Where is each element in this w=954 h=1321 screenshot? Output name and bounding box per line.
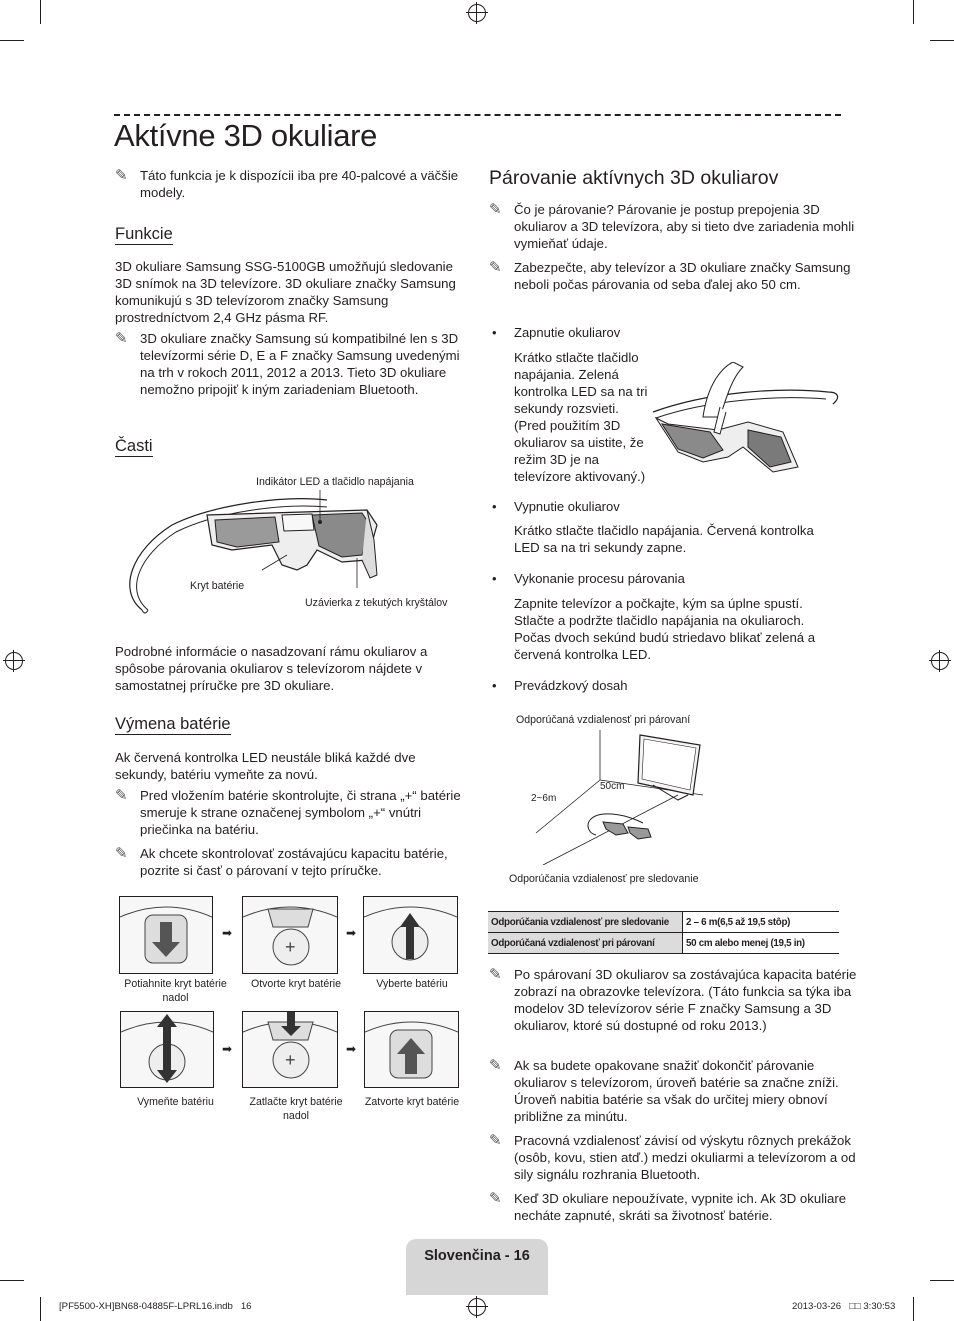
section-heading-funkcie: Funkcie xyxy=(115,225,173,243)
bullet-icon: • xyxy=(492,499,497,514)
note-pencil-icon: ✎ xyxy=(489,201,502,218)
title-divider xyxy=(114,114,841,116)
crop-mark xyxy=(40,1297,41,1321)
table-cell-value: 50 cm alebo menej (19,5 in) xyxy=(683,933,840,954)
bullet-title: • Zapnutie okuliarov xyxy=(492,325,621,340)
battery-step-image xyxy=(363,896,458,974)
bullet-title: • Vypnutie okuliarov xyxy=(492,499,620,514)
table-row xyxy=(488,933,839,954)
imprint-file: [PF5500-XH]BN68-04885F-LPRL16.indb 16 xyxy=(59,1301,252,1312)
crop-mark xyxy=(930,1280,954,1281)
funkcie-text: 3D okuliare Samsung SSG-5100GB umožňujú sledovanie 3D snímok na 3D televízore. 3D okuliare značky Samsung komunikujú s 3D televízorom značky Samsung prostredníctvom 2,4 GHz pásma RF. xyxy=(115,259,456,325)
bullet-title: • Prevádzkový dosah xyxy=(492,678,628,693)
page-number: Slovenčina - 16 xyxy=(424,1248,530,1264)
vymena-text: Ak červená kontrolka LED neustále bliká každé dve sekundy, batériu vymeňte za novú. xyxy=(115,750,416,782)
note-pencil-icon: ✎ xyxy=(115,167,128,184)
crop-mark xyxy=(930,40,954,41)
battery-step-caption: Zatvorte kryt batérie xyxy=(364,1096,460,1108)
parovanie-note-1: ✎ Čo je párovanie? Párovanie je postup prepojenia 3D okuliarov a 3D televízora, aby si tieto dve zariadenia mohli vymieňať údaje. xyxy=(489,201,855,251)
battery-step-caption: Vymeňte batériu xyxy=(137,1096,214,1108)
table-row xyxy=(488,912,839,933)
battery-step-image xyxy=(242,896,338,974)
bullet-icon: • xyxy=(492,571,497,586)
registration-mark-icon xyxy=(931,652,949,670)
crop-mark xyxy=(0,40,24,41)
section-heading-casti: Časti xyxy=(115,437,153,455)
label-led-button: Indikátor LED a tlačidlo napájania xyxy=(256,476,414,488)
section-heading-vymena: Výmena batérie xyxy=(115,715,231,733)
svg-text:+: + xyxy=(285,937,296,957)
registration-mark-icon xyxy=(468,1298,486,1316)
step-arrow-icon: ➡ xyxy=(222,926,233,940)
distance-table xyxy=(488,911,839,954)
label-dist-far: 2~6m xyxy=(531,793,557,804)
note-pencil-icon: ✎ xyxy=(489,1190,502,1207)
battery-step-caption: Potiahnite kryt batérie nadol xyxy=(124,978,227,1004)
section-heading-parovanie: Párovanie aktívnych 3D okuliarov xyxy=(489,167,779,189)
table-cell-label: Odporúčania vzdialenosť pre sledovanie xyxy=(488,912,683,933)
intro-note: ✎ Táto funkcia je k dispozícii iba pre 40-palcové a väčšie modely. xyxy=(115,167,459,200)
battery-step-caption: Zatlačte kryt batérie nadol xyxy=(249,1096,343,1122)
operating-range-diagram xyxy=(528,725,728,865)
parovanie-note-after: ✎ Keď 3D okuliare nepoužívate, vypnite ich. Ak 3D okuliare necháte zapnuté, skráti sa životnosť batérie. xyxy=(489,1190,847,1223)
crop-mark xyxy=(40,0,41,24)
note-pencil-icon: ✎ xyxy=(489,259,502,276)
imprint-date: 2013-03-26 □□ 3:30:53 xyxy=(792,1301,896,1312)
label-dist-near: 50cm xyxy=(600,781,625,792)
glasses-power-illustration xyxy=(648,362,844,482)
note-pencil-icon: ✎ xyxy=(489,966,502,983)
parovanie-note-2: ✎ Zabezpečte, aby televízor a 3D okuliare značky Samsung neboli počas párovania od seba ďalej ako 50 cm. xyxy=(489,259,851,292)
crop-mark xyxy=(0,1280,24,1281)
note-pencil-icon: ✎ xyxy=(115,845,128,862)
battery-step-caption: Otvorte kryt batérie xyxy=(250,978,342,990)
crop-mark xyxy=(913,1297,914,1321)
svg-text:+: + xyxy=(285,1050,296,1070)
label-lcd-shutter: Uzávierka z tekutých kryštálov xyxy=(305,597,448,609)
bullet-text: Krátko stlačte tlačidlo napájania. Červená kontrolka LED sa na tri sekundy zapne. xyxy=(514,523,814,555)
battery-step-image xyxy=(242,1011,338,1088)
casti-text: Podrobné informácie o nasadzovaní rámu okuliarov a spôsobe párovania okuliarov s televízorom nájdete v samostatnej príručke pre 3D okuliare. xyxy=(115,644,428,693)
bullet-icon: • xyxy=(492,325,497,340)
crop-mark xyxy=(913,0,914,24)
registration-mark-icon xyxy=(5,652,23,670)
note-pencil-icon: ✎ xyxy=(115,330,128,347)
step-arrow-icon: ➡ xyxy=(222,1042,233,1056)
battery-step-image xyxy=(120,1011,214,1088)
label-viewing-distance: Odporúčania vzdialenosť pre sledovanie xyxy=(509,873,699,885)
parovanie-note-after: ✎ Po spárovaní 3D okuliarov sa zostávajúca kapacita batérie zobrazí na obrazovke televízora. (Táto funkcia sa týka iba modelov 3D televízorov série F značky Samsung a 3D okuliarov, ktoré sú dostupné od roku 2013.) xyxy=(489,966,857,1033)
step-arrow-icon: ➡ xyxy=(346,926,357,940)
step-arrow-icon: ➡ xyxy=(346,1042,357,1056)
bullet-icon: • xyxy=(492,678,497,693)
registration-mark-icon xyxy=(468,4,486,22)
battery-step-image xyxy=(119,896,213,974)
table-cell-label: Odporúčaná vzdialenosť pri párovaní xyxy=(488,933,683,954)
vymena-note-1: ✎ Pred vložením batérie skontrolujte, či strana „+“ batérie smeruje k strane označenej symbolom „+“ vnútri priečinka na batériu. xyxy=(115,787,461,837)
vymena-note-2: ✎ Ak chcete skontrolovať zostávajúcu kapacitu batérie, pozrite si časť o párovaní v tejto príručke. xyxy=(115,845,448,878)
bullet-text: Krátko stlačte tlačidlo napájania. Zelená kontrolka LED sa na tri sekundy rozsvieti. (Pred použitím 3D okuliarov sa uistite, že režim 3D je na televízore aktivovaný.) xyxy=(514,350,648,484)
note-pencil-icon: ✎ xyxy=(115,787,128,804)
parovanie-note-after: ✎ Ak sa budete opakovane snažiť dokončiť párovanie okuliarov s televízorom, úroveň batérie sa značne zníži. Úroveň nabitia batérie sa však do určitej miery obnoví približne za minútu. xyxy=(489,1057,839,1124)
table-cell-value: 2 – 6 m(6,5 až 19,5 stôp) xyxy=(683,912,840,933)
page-number-tab xyxy=(406,1239,548,1295)
funkcie-note: ✎ 3D okuliare značky Samsung sú kompatibilné len s 3D televízormi série D, E a F značky Samsung uvedenými na trh v rokoch 2011, 2012 a 2013. Tieto 3D okuliare nemožno pripojiť k iným zariadeniam Bluetooth. xyxy=(115,330,460,397)
bullet-text: Zapnite televízor a počkajte, kým sa úplne spustí. Stlačte a podržte tlačidlo napájania na okuliaroch. Počas dvoch sekúnd budú striedavo blikať zelená a červená kontrolka LED. xyxy=(514,596,816,662)
battery-step-image xyxy=(364,1011,459,1088)
bullet-title: • Vykonanie procesu párovania xyxy=(492,571,685,586)
label-pairing-distance: Odporúčaná vzdialenosť pri párovaní xyxy=(516,714,691,726)
battery-step-caption: Vyberte batériu xyxy=(376,978,448,990)
label-battery-cover: Kryt batérie xyxy=(190,580,245,592)
note-pencil-icon: ✎ xyxy=(489,1057,502,1074)
glasses-parts-illustration xyxy=(112,470,468,640)
parovanie-note-after: ✎ Pracovná vzdialenosť závisí od výskytu rôznych prekážok (osôb, kovu, stien atď.) medzi okuliarmi a televízorom a od sily signálu rozhrania Bluetooth. xyxy=(489,1132,856,1182)
note-pencil-icon: ✎ xyxy=(489,1132,502,1149)
page-title: Aktívne 3D okuliare xyxy=(114,118,378,153)
